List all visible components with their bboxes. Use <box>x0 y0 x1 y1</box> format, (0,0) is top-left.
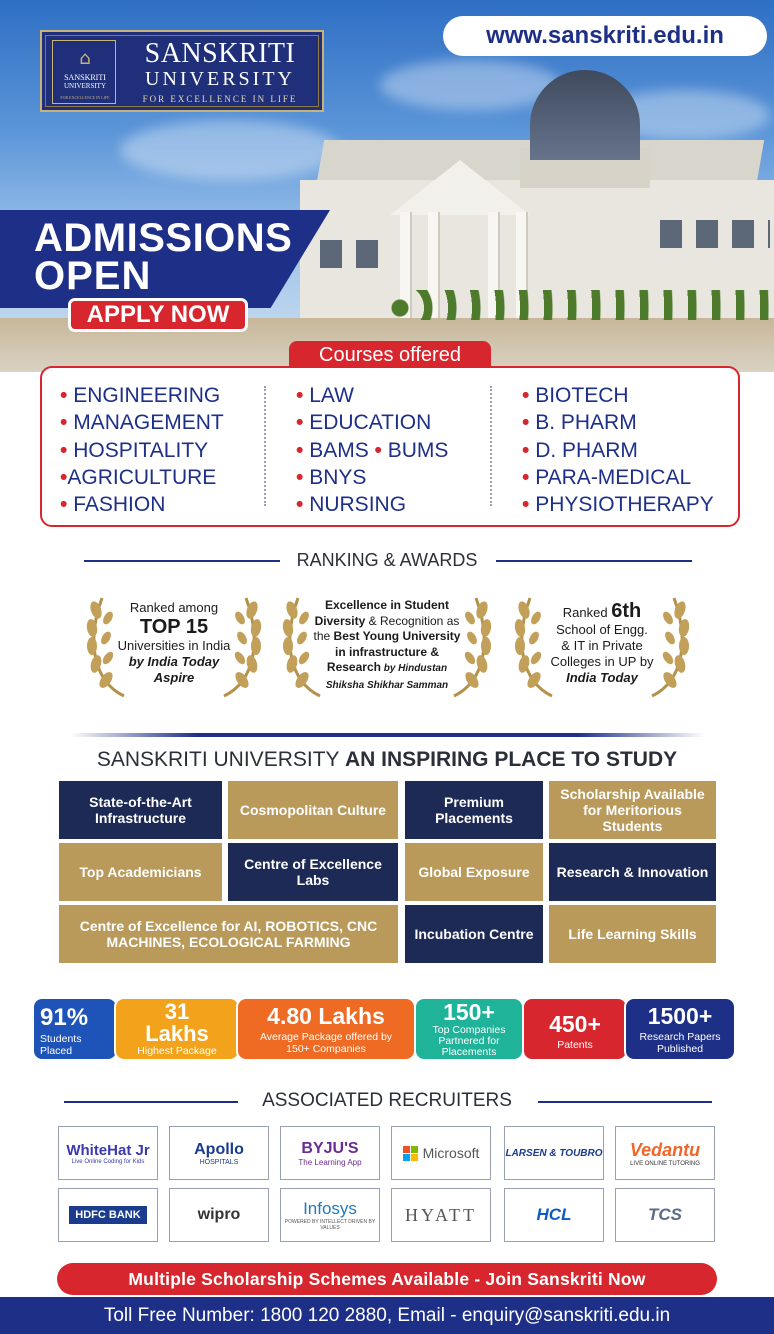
website-link[interactable]: www.sanskriti.edu.in <box>443 16 767 56</box>
feature-tile: Scholarship Available for Meritorious Students <box>549 781 716 839</box>
feature-tile: Premium Placements <box>405 781 543 839</box>
courses-panel <box>40 366 740 527</box>
feature-tile: Incubation Centre <box>405 905 543 963</box>
admissions-heading-open: OPEN <box>34 254 152 298</box>
courses-column-1 <box>60 382 224 518</box>
section-divider <box>538 1101 712 1103</box>
award-text: Ranked 6th School of Engg. & IT in Private Colleges in UP by India Today <box>550 600 654 685</box>
course-item[interactable]: • BAMS • BUMS <box>296 438 449 462</box>
stat-research-papers: 1500+ Research Papers Published <box>624 997 736 1061</box>
recruiter-logo-hcl[interactable]: HCL <box>504 1188 604 1242</box>
course-item[interactable]: • HOSPITALITY <box>60 438 209 462</box>
course-item[interactable]: • LAW <box>296 384 354 407</box>
course-item[interactable]: • PHYSIOTHERAPY <box>522 493 714 517</box>
logo-emblem <box>52 40 116 104</box>
recruiter-logo-wipro[interactable]: wipro <box>169 1188 269 1242</box>
stat-highest-package: 31 Lakhs Highest Package <box>114 997 240 1061</box>
apply-now-button[interactable]: APPLY NOW <box>68 298 248 332</box>
stat-average-package: 4.80 Lakhs Average Package offered by 150+ Companies <box>236 997 416 1061</box>
contact-footer[interactable]: Toll Free Number: 1800 120 2880, Email - enquiry@sanskriti.edu.in <box>0 1297 774 1334</box>
feature-tile: Life Learning Skills <box>549 905 716 963</box>
scholarship-banner[interactable]: Multiple Scholarship Schemes Available - Join Sanskriti Now <box>57 1263 717 1295</box>
recruiter-logo-whitehatjr[interactable]: WhiteHat Jr Live Online Coding for Kids <box>58 1126 158 1180</box>
emblem-tag: FOR EXCELLENCE IN LIFE <box>60 95 110 100</box>
logo-name-line1: SANSKRITI <box>144 38 296 69</box>
feature-tile: Global Exposure <box>405 843 543 901</box>
recruiter-logo-hdfc-bank[interactable]: HDFC BANK <box>58 1188 158 1242</box>
emblem-name: SANSKRITI <box>64 73 106 82</box>
microsoft-icon <box>403 1146 418 1161</box>
recruiter-logo-vedantu[interactable]: Vedantu LIVE ONLINE TUTORING <box>615 1126 715 1180</box>
building-columns-icon: ⌂ <box>79 48 91 69</box>
building-pediment <box>390 160 530 215</box>
course-item[interactable]: • FASHION <box>60 493 166 517</box>
emblem-sub: UNIVERSITY <box>64 82 106 90</box>
building-windows <box>320 240 380 268</box>
cloud <box>380 60 560 110</box>
plants <box>390 290 770 320</box>
recruiter-logo-hyatt[interactable]: HYATT <box>391 1188 491 1242</box>
stat-top-companies: 150+ Top Companies Partnered for Placements <box>414 997 524 1061</box>
recruiter-logo-infosys[interactable]: Infosys POWERED BY INTELLECT DRIVEN BY VALUES <box>280 1188 380 1242</box>
stat-students-placed: 91% Students Placed <box>32 997 118 1061</box>
column-divider <box>490 386 492 506</box>
award-text: Excellence in Student Diversity & Recognition as the Best Young University in infrastructure & Research by Hindustan Shiksha Shikhar Samman <box>313 598 461 691</box>
feature-tile: Centre of Excellence Labs <box>228 843 398 901</box>
award-text: Ranked among TOP 15 Universities in India by India Today Aspire <box>117 600 231 685</box>
award-card <box>84 592 264 702</box>
course-item[interactable]: • MANAGEMENT <box>60 411 224 435</box>
course-item[interactable]: • BIOTECH <box>522 384 629 407</box>
course-item[interactable]: • PARA-MEDICAL <box>522 465 692 489</box>
recruiter-logo-byjus[interactable]: BYJU'S The Learning App <box>280 1126 380 1180</box>
recruiter-logo-apollo[interactable]: Apollo HOSPITALS <box>169 1126 269 1180</box>
feature-tile: State-of-the-Art Infrastructure <box>59 781 222 839</box>
feature-tile: Top Academicians <box>59 843 222 901</box>
recruiter-logo-larsen-toubro[interactable]: LARSEN & TOUBRO <box>504 1126 604 1180</box>
building-windows <box>660 220 770 248</box>
column-divider <box>264 386 266 506</box>
recruiter-logo-microsoft[interactable]: Microsoft <box>391 1126 491 1180</box>
recruiter-logo-tcs[interactable]: TCS <box>615 1188 715 1242</box>
rankings-title: RANKING & AWARDS <box>296 550 478 570</box>
feature-tile: Research & Innovation <box>549 843 716 901</box>
university-logo[interactable] <box>40 30 324 112</box>
logo-tagline: FOR EXCELLENCE IN LIFE <box>142 94 298 104</box>
award-card <box>512 592 692 702</box>
course-item[interactable]: • BNYS <box>296 465 367 489</box>
feature-tile: Cosmopolitan Culture <box>228 781 398 839</box>
inspire-heading: SANSKRITI UNIVERSITY AN INSPIRING PLACE TO STUDY <box>96 748 678 771</box>
logo-name-line2: UNIVERSITY <box>145 68 295 90</box>
admissions-heading: ADMISSIONS <box>34 216 293 260</box>
course-item[interactable]: • ENGINEERING <box>60 384 221 407</box>
courses-title: Courses offered <box>289 341 491 369</box>
courses-column-3 <box>522 382 714 518</box>
course-item[interactable]: •AGRICULTURE <box>60 465 217 489</box>
cloud <box>120 120 340 180</box>
course-item[interactable]: • B. PHARM <box>522 411 637 435</box>
course-item[interactable]: • EDUCATION <box>296 411 432 435</box>
stat-patents: 450+ Patents <box>522 997 628 1061</box>
section-divider <box>496 560 692 562</box>
section-divider <box>70 733 704 737</box>
award-card <box>280 592 494 702</box>
course-item[interactable]: • NURSING <box>296 493 407 517</box>
feature-tile: Centre of Excellence for AI, ROBOTICS, CNC MACHINES, ECOLOGICAL FARMING <box>59 905 398 963</box>
course-item[interactable]: • D. PHARM <box>522 438 638 462</box>
courses-column-2 <box>296 382 448 518</box>
recruiters-title: ASSOCIATED RECRUITERS <box>262 1090 512 1111</box>
